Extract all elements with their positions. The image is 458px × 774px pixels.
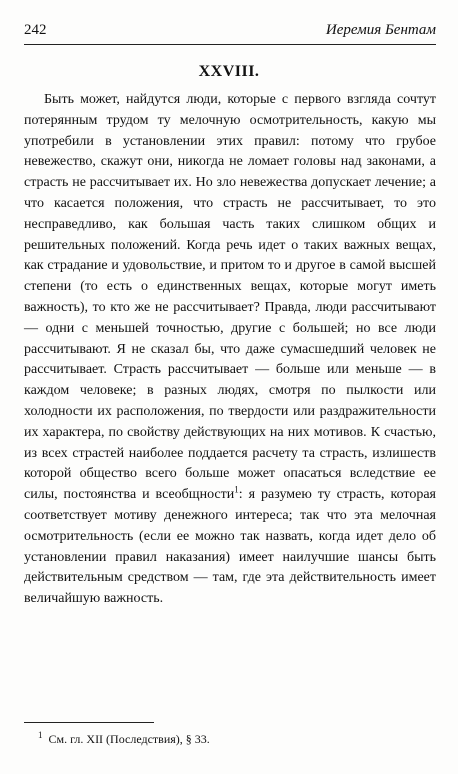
body-paragraph xyxy=(24,90,436,610)
header-rule xyxy=(24,44,436,45)
chapter-heading: XXVIII. xyxy=(198,63,260,80)
footnote-number: 1 xyxy=(38,730,43,740)
footnote-reference[interactable]: 1 xyxy=(234,484,239,495)
footnote-rule xyxy=(24,722,154,723)
footnote xyxy=(38,731,210,747)
footnote-text: См. гл. XII (Последствия), § 33. xyxy=(48,732,210,746)
running-head xyxy=(24,18,436,42)
running-title: Иеремия Бентам xyxy=(325,22,436,38)
page-number: 242 xyxy=(24,22,47,38)
body-text-part-2: : я разумею ту страсть, которая соответствует мотиву денежного интереса; так что эта мелочная осмотрительность (если ее можно так назвать, когда идет дело об установлении правил наказания) имеет наилучшие шансы быть действительным средством — там, где эта действительность имеет величайшую важность. xyxy=(24,487,436,607)
body-text-part-1: Быть может, найдутся люди, которые с первого взгляда сочтут потерянным трудом ту мелочную осмотрительность, какую мы употребили в установлении этих правил: потому что грубое невежество, скажут они, никогда не ломает головы над законами, а страсть не рассчитывает их. Но зло невежества допускает лечение; а что касается положения, что страсть не рассчитывает, то это несправедливо, как большая часть таких слишком общих и решительных положений. Когда речь идет о таких важных вещах, как страдание и удовольствие, и притом то и другое в самой высшей степени (то есть о единственных вещах, которые могут иметь важность), то кто же не рассчитывает? Правда, люди рассчитывают — одни с меньшей точностью, другие с большей; но все люди рассчитывают. Я не сказал бы, что даже сумасшедший человек не рассчитывает. Страсть рассчитывает — больше или меньше — в каждом человеке; в разных людях, смотря по пылкости или холодности их расположения, по твердости или раздражительности их характера, по свойству действующих на них мотивов. К счастью, из всех страстей наиболее поддается расчету та страсть, излишеств которой общество всего больше может опасаться вследствие ее силы, постоянства и всеобщности xyxy=(24,92,436,503)
